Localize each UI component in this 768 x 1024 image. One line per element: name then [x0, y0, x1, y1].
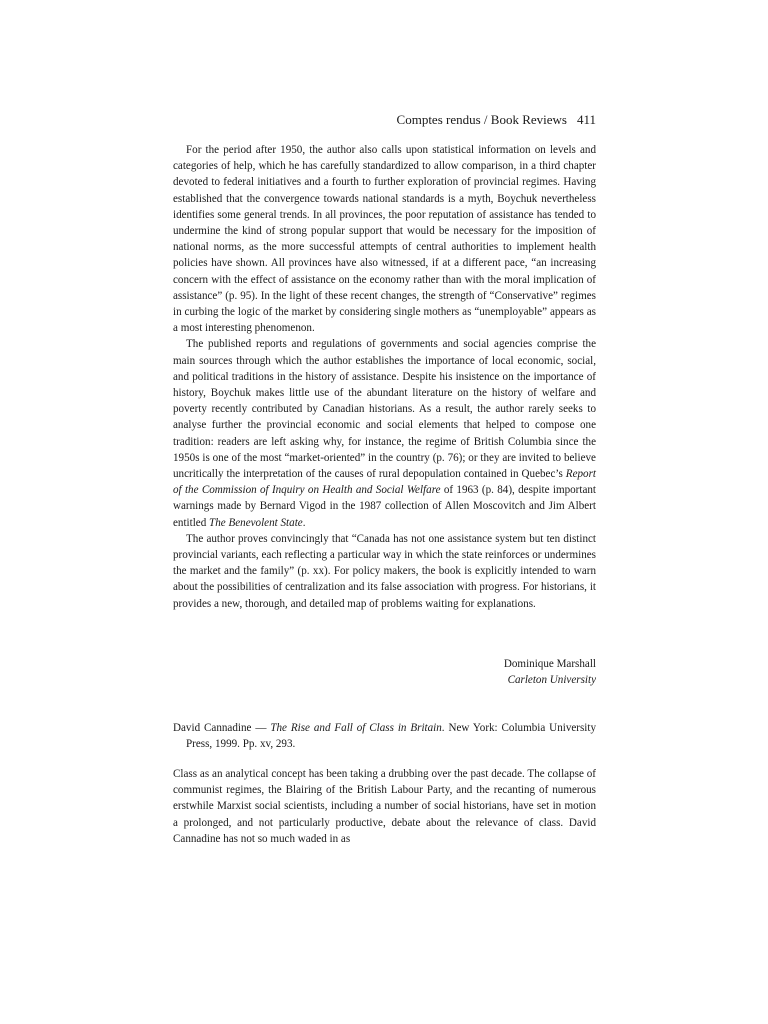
paragraph-3: The author proves convincingly that “Canada has not one assistance system but ten distinct provincial variants, each reflecting a particular way in which the state reinforces or undermines the market and the family” (p. xx). For policy makers, the book is explicitly intended to warn about the possibilities of centralization and its false association with progress. For historians, it provides a new, thorough, and detailed map of problems waiting for explanations.: [173, 532, 596, 610]
reviewer-affiliation: Carleton University: [507, 674, 596, 687]
page-number: 411: [576, 112, 596, 127]
new-review-paragraph-1: Class as an analytical concept has been taking a drubbing over the past decade. The collapse of communist regimes, the Blairing of the British Labour Party, and the recanting of numerous erstwhile Marxist social scientists, including a number of social historians, have set in motion a prolonged, and not particularly productive, debate about the relevance of class. David Cannadine has not so much waded in as: [173, 768, 596, 845]
paragraph-2-text-c: .: [302, 516, 306, 529]
paragraph-1: For the period after 1950, the author also calls upon statistical information on levels and categories of help, which he has carefully standardized to allow comparison, in a third chapter devoted to federal initiatives and a fourth to further exploration of provincial regimes. Having established that the convergence towards national standards is a myth, Boychuk nevertheless identifies some general trends. In all provinces, the poor reputation of assistance has tended to undermine the kind of strong popular support that would be necessary for the imposition of national norms, as the more successful attempts of central authorities to implement health policies have shown. All provinces have also witnessed, if at a different pace, “an increasing concern with the effect of assistance on the economy rather than with the moral implication of assistance” (p. 95). In the light of these recent changes, the strength of “Conservative” regimes in curbing the logic of the market by considering single mothers as “unemployable” appears as a most interesting phenomenon.: [173, 144, 596, 335]
paragraph-2-text-b: of 1963 (p. 84), despite important warnings made by Bernard Vigod in the 1987 collection of Allen Moscovitch and Jim Albert entitled: [173, 484, 596, 529]
benevolent-state-title: The Benevolent State: [209, 516, 303, 529]
running-title: Comptes rendus / Book Reviews: [396, 112, 567, 127]
citation-author: David Cannadine —: [173, 722, 271, 734]
paragraph-2-text-a: The published reports and regulations of governments and social agencies comprise the main sources through which the author establishes the importance of local economic, social, and political traditions in the history of assistance. Despite his insistence on the importance of history, Boychuk makes little use of the abundant literature on the history of welfare and poverty recently contributed by Canadian historians. As a result, the author rarely seeks to analyse further the provincial economic and social elements that helped to compose one tradition: readers are left asking why, for instance, the regime of British Columbia since the 1950s is one of the most “market-oriented” in the country (p. 76); or they are invited to believe uncritically the interpretation of the causes of rural depopulation contained in Quebec’s: [173, 338, 596, 481]
running-head: [173, 112, 596, 128]
new-review: [173, 766, 596, 847]
citation-publication: . New York: Columbia University Press, 1999. Pp. xv, 293.: [186, 722, 597, 751]
reviewer-name: Dominique Marshall: [503, 658, 596, 670]
paragraph-2: [173, 336, 596, 530]
review-continuation: [173, 142, 596, 612]
book-citation: [173, 720, 596, 752]
report-title: Report of the Commission of Inquiry on Health and Social Welfare: [173, 468, 596, 497]
citation-title: The Rise and Fall of Class in Britain: [270, 722, 442, 734]
reviewer-signature: [173, 656, 596, 688]
